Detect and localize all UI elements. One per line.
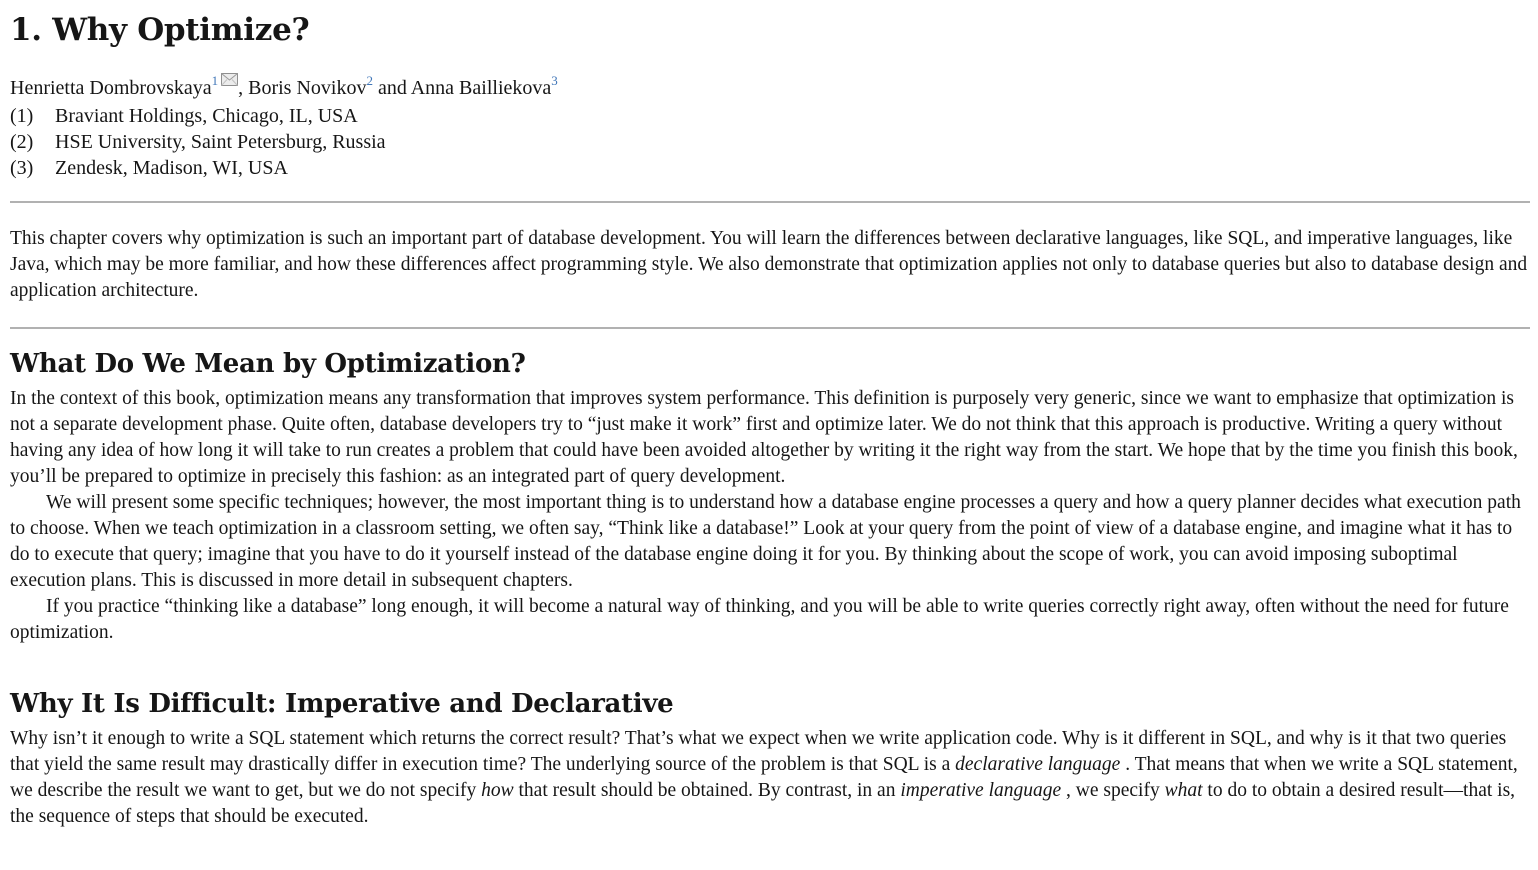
author-name-2: Boris Novikov — [248, 77, 367, 99]
affiliation-item — [10, 155, 1530, 181]
affiliation-item — [10, 103, 1530, 129]
page-title: 1. Why Optimize? — [10, 12, 310, 48]
authors-line — [10, 75, 1530, 101]
affiliation-ref-1[interactable]: 1 — [211, 73, 219, 89]
affiliation-ref-3[interactable]: 3 — [551, 73, 558, 89]
email-envelope-icon[interactable] — [221, 73, 238, 86]
body-paragraph: If you practice “thinking like a database” long enough, it will become a natural way of thinking, and you will be able to write queries correctly right away, often without the need for future optimization. — [10, 596, 1509, 643]
section-heading-difficult: Why It Is Difficult: Imperative and Declarative — [10, 689, 674, 719]
body-paragraph: We will present some specific techniques; however, the most important thing is to understand how a database engine processes a query and how a query planner decides what execution path to choose. When we teach optimization in a classroom setting, we often say, “Think like a database!” Look at your query from the point of view of a database engine, and imagine what it has to do to execute that query; imagine that you have to do it yourself instead of the database engine doing it for you. By thinking about the scope of work, you can avoid imposing suboptimal execution plans. This is discussed in more detail in subsequent chapters. — [10, 492, 1521, 591]
text-run: , we specify — [1061, 780, 1165, 801]
italic-term: declarative language — [955, 754, 1121, 775]
italic-term: what — [1164, 780, 1203, 801]
author-name-1: Henrietta Dombrovskaya — [10, 77, 212, 99]
text-run: . That means that when we write a SQL statement, we describe the result we want to get, but we do not specify — [10, 754, 1518, 801]
body-paragraph: In the context of this book, optimization means any transformation that improves system performance. This definition is purposely very generic, since we want to emphasize that optimization is not a separate development phase. Quite often, database developers try to “just make it work” first and optimize later. We do not think that this approach is productive. Writing a query without having any idea of how long it will take to run creates a problem that could have been avoided altogether by writing it the right way from the start. We hope that by the time you finish this book, you’ll be prepared to optimize in precisely this fashion: as an integrated part of query development. — [10, 388, 1518, 487]
divider-rule-bottom — [10, 327, 1530, 329]
italic-term: imperative language — [900, 780, 1062, 801]
author-name-3: Anna Bailliekova — [410, 77, 552, 99]
affiliation-text: HSE University, Saint Petersburg, Russia — [55, 131, 386, 153]
author-separator-and: and — [372, 77, 411, 99]
text-run: that result should be obtained. By contrast, in an — [513, 780, 901, 801]
body-paragraph — [10, 726, 1530, 830]
affiliation-text: Braviant Holdings, Chicago, IL, USA — [55, 105, 358, 127]
affiliation-ref-2[interactable]: 2 — [366, 73, 373, 89]
affiliation-number: (3) — [10, 157, 34, 179]
affiliation-item — [10, 129, 1530, 155]
abstract-paragraph: This chapter covers why optimization is such an important part of database development. You will learn the differences between declarative languages, like SQL, and imperative languages, like Java, which may be more familiar, and how these differences affect programming style. We also demonstrate that optimization applies not only to database queries but also to database design and application architecture. — [10, 228, 1528, 301]
text-run: to do to obtain a desired result—that is, the sequence of steps that should be executed. — [10, 780, 1516, 827]
section-heading-optimization: What Do We Mean by Optimization? — [10, 349, 526, 379]
affiliation-number: (1) — [10, 105, 34, 127]
affiliation-text: Zendesk, Madison, WI, USA — [55, 157, 288, 179]
affiliation-number: (2) — [10, 131, 34, 153]
italic-term: how — [481, 780, 514, 801]
divider-rule-top — [10, 201, 1530, 203]
affiliations-list — [10, 103, 1530, 181]
author-separator: , — [238, 77, 249, 99]
text-run: Why isn’t it enough to write a SQL statement which returns the correct result? That’s what we expect when we write application code. Why is it different in SQL, and why is it that two queries that yield the same result may drastically differ in execution time? The underlying source of the problem is that SQL is a — [10, 728, 1507, 775]
